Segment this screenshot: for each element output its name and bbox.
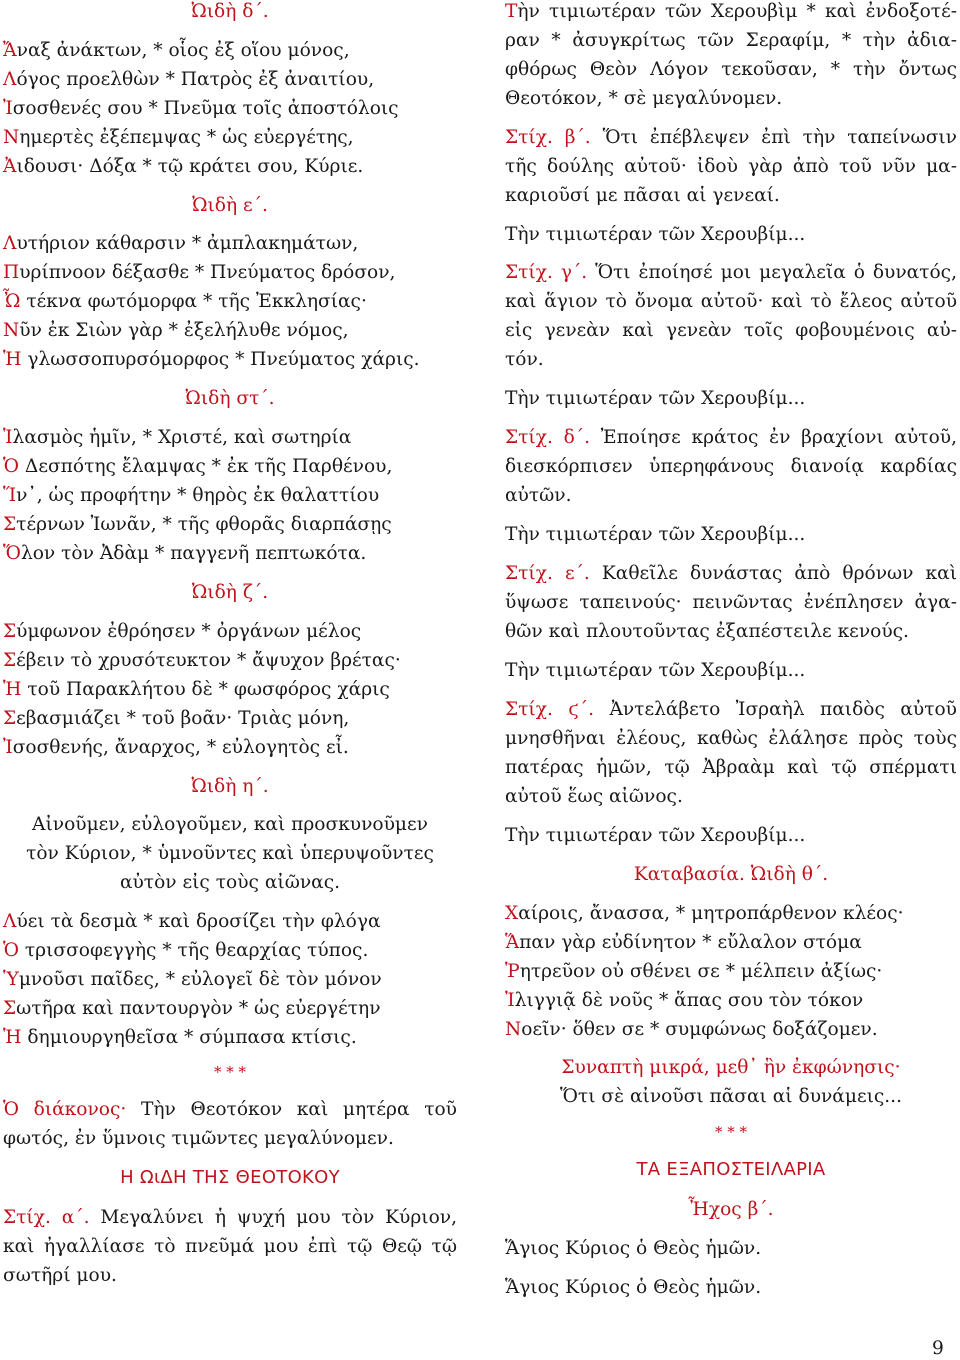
verse-line: Λύει τὰ δεσμὰ * καὶ δροσίζει τὴν φλόγα <box>3 911 381 932</box>
verse-line: Ὅλον τὸν Ἀδὰμ * παγγενῆ πεπτωκότα. <box>3 543 367 564</box>
stichos-line: μνησθῆναι ἐλέους, καθὼς ἐλάλησε πρὸς τοὺς <box>505 728 957 749</box>
ode-4-heading: Ὠιδὴ δ΄. <box>191 1 269 22</box>
tone-heading: Ἦχος β΄. <box>688 1199 774 1220</box>
stichos-line: Στίχ. γ΄. Ὅτι ἐποίησέ μοι μεγαλεῖα ὁ δυνατός, <box>505 262 957 283</box>
stichos-line: αὐτῶν. <box>505 485 572 506</box>
verse-line: Ἀιδουσι· Δόξα * τῷ κράτει σου, Κύριε. <box>3 156 364 177</box>
page-number: 9 <box>932 1338 944 1359</box>
stichos-line: καὶ ἠγαλλίασε τὸ πνεῦμά μου ἐπὶ τῷ Θεῷ τῷ <box>3 1236 457 1257</box>
hymn-line: Ἅγιος Κύριος ὁ Θεὸς ἡμῶν. <box>505 1277 762 1298</box>
katavasia-line: Νοεῖν· ὅθεν σε * συμφώνως δοξάζομεν. <box>505 1019 878 1040</box>
verse-line: Ἄναξ ἀνάκτων, * οἷος ἐξ οἵου μόνος, <box>3 40 350 61</box>
verse-line: Λόγος προελθὼν * Πατρὸς ἐξ ἀναιτίου, <box>3 69 375 90</box>
katavasia-heading: Καταβασία. Ὠιδὴ θ΄. <box>633 864 829 885</box>
verse-line: Πυρίπνοον δέξασθε * Πνεύματος δρόσον, <box>3 262 396 283</box>
deacon-line: φωτός, ἐν ὕμνοις τιμῶντες μεγαλύνομεν. <box>3 1128 394 1149</box>
megalynarion-line: Τὴν τιμιωτέραν τῶν Χερουβὶμ * καὶ ἐνδοξοτέ- <box>505 1 957 22</box>
verse-line: Ὁ τρισσοφεγγὴς * τῆς θεαρχίας τύπος. <box>3 940 369 961</box>
refrain-line: τὸν Κύριον, * ὑμνοῦντες καὶ ὑπερυψοῦντες <box>26 843 434 864</box>
stichos-line: διεσκόρπισεν ὑπερηφάνους διανοίᾳ καρδίας <box>505 456 957 477</box>
stichos-line: εἰς γενεὰν καὶ γενεὰν τοῖς φοβουμένοις αὐ- <box>505 320 957 341</box>
deacon-line: Ὁ διάκονος· Τὴν Θεοτόκον καὶ μητέρα τοῦ <box>3 1099 457 1120</box>
stichos-line: τῆς δούλης αὐτοῦ· ἰδοὺ γὰρ ἀπὸ τοῦ νῦν μα- <box>505 156 957 177</box>
megalynarion-line: ραν * ἀσυγκρίτως τῶν Σεραφίμ, * τὴν ἀδια- <box>505 30 957 51</box>
refrain-line: αὐτὸν εἰς τοὺς αἰῶνας. <box>119 872 341 893</box>
verse-line: Ἱλασμὸς ἡμῖν, * Χριστέ, καὶ σωτηρία <box>3 427 352 448</box>
ode-5-heading: Ὠιδὴ ε΄. <box>192 195 268 216</box>
refrain-short: Τὴν τιμιωτέραν τῶν Χερουβίμ... <box>505 524 806 545</box>
stichos-line: Στίχ. δ΄. Ἐποίησε κράτος ἐν βραχίονι αὐτοῦ, <box>505 427 957 448</box>
ode-8-heading: Ὠιδὴ η΄. <box>191 776 269 797</box>
katavasia-line: Χαίροις, ἄνασσα, * μητροπάρθενον κλέος· <box>505 903 904 924</box>
megalynarion-line: Θεοτόκον, * σὲ μεγαλύνομεν. <box>505 88 783 109</box>
verse-line: Ὑμνοῦσι παῖδες, * εὐλογεῖ δὲ τὸν μόνον <box>3 969 382 990</box>
verse-line: Σύμφωνον ἐθρόησεν * ὀργάνων μέλος <box>3 621 362 642</box>
stichos-line: τόν. <box>505 349 544 370</box>
verse-line: Σέβειν τὸ χρυσότευκτον * ἄψυχον βρέτας· <box>3 650 401 671</box>
refrain-line: Αἰνοῦμεν, εὐλογοῦμεν, καὶ προσκυνοῦμεν <box>32 814 428 835</box>
refrain-short: Τὴν τιμιωτέραν τῶν Χερουβίμ... <box>505 660 806 681</box>
stichos-line: Στίχ. ε΄. Καθεῖλε δυνάστας ἀπὸ θρόνων καὶ <box>505 563 958 584</box>
hymn-line: Ἅγιος Κύριος ὁ Θεὸς ἡμῶν. <box>505 1238 762 1259</box>
ekphonesis-line: Ὅτι σὲ αἰνοῦσι πᾶσαι αἱ δυνάμεις... <box>559 1086 903 1107</box>
verse-line: Ἰσοσθενές σου * Πνεῦμα τοῖς ἀποστόλοις <box>3 98 399 119</box>
verse-line: Στέρνων Ἰωνᾶν, * τῆς φθορᾶς διαρπάσῃς <box>3 514 392 535</box>
stichos-line: αὐτοῦ ἕως αἰῶνος. <box>505 786 683 807</box>
theotokos-ode-heading: Η ΩιΔΗ ΤΗΣ ΘΕΟΤΟΚΟΥ <box>120 1167 340 1188</box>
verse-line: Ἡ δημιουργηθεῖσα * σύμπασα κτίσις. <box>3 1027 357 1048</box>
stichos-line: καριοῦσί με πᾶσαι αἱ γενεαί. <box>505 185 780 206</box>
stichos-line: θῶν καὶ πλουτοῦντας ἐξαπέστειλε κενούς. <box>505 621 909 642</box>
exaposteilaria-heading: ΤΑ ΕΞΑΠΟΣΤΕΙΛΑΡΙΑ <box>636 1159 826 1180</box>
litany-heading: Συναπτὴ μικρά, μεθ᾽ ἣν ἐκφώνησις· <box>561 1057 901 1078</box>
stichos-line: Στίχ. α΄. Μεγαλύνει ἡ ψυχή μου τὸν Κύριον, <box>3 1207 457 1228</box>
stichos-line: Στίχ. β΄. Ὅτι ἐπέβλεψεν ἐπὶ τὴν ταπείνωσιν <box>505 127 957 148</box>
katavasia-line: Ἰλιγγιᾷ δὲ νοῦς * ἅπας σου τὸν τόκον <box>505 990 864 1011</box>
stichos-line: καὶ ἅγιον τὸ ὄνομα αὐτοῦ· καὶ τὸ ἔλεος αὐτοῦ <box>505 291 957 312</box>
verse-line: Νημερτὲς ἐξέπεμψας * ὡς εὐεργέτης, <box>3 127 354 148</box>
verse-line: Ἵν᾽, ὡς προφήτην * θηρὸς ἐκ θαλαττίου <box>3 485 380 506</box>
verse-line: Ἰσοσθενής, ἄναρχος, * εὐλογητὸς εἶ. <box>3 737 349 758</box>
verse-line: Σωτῆρα καὶ παντουργὸν * ὡς εὐεργέτην <box>3 998 381 1019</box>
stichos-line: σωτῆρί μου. <box>3 1265 117 1286</box>
verse-line: Ὦ τέκνα φωτόμορφα * τῆς Ἐκκλησίας· <box>3 291 367 312</box>
katavasia-line: Ῥητρεῦον οὐ σθένει σε * μέλπειν ἀξίως· <box>505 961 883 982</box>
verse-line: Ὁ Δεσπότης ἔλαμψας * ἐκ τῆς Παρθένου, <box>3 456 393 477</box>
stichos-line: Στίχ. ϛ΄. Ἀντελάβετο Ἰσραὴλ παιδὸς αὐτοῦ <box>505 699 957 720</box>
megalynarion-line: φθόρως Θεὸν Λόγον τεκοῦσαν, * τὴν ὄντως <box>505 59 957 80</box>
stichos-line: ὕψωσε ταπεινούς· πεινῶντας ἐνέπλησεν ἀγα- <box>505 592 957 613</box>
ode-7-heading: Ὠιδὴ ζ΄. <box>191 582 269 603</box>
verse-line: Λυτήριον κάθαρσιν * ἀμπλακημάτων, <box>3 233 359 254</box>
section-separator: * * * <box>714 1123 748 1141</box>
verse-line: Ἡ γλωσσοπυρσόμορφος * Πνεύματος χάρις. <box>3 349 420 370</box>
refrain-short: Τὴν τιμιωτέραν τῶν Χερουβίμ... <box>505 388 806 409</box>
refrain-short: Τὴν τιμιωτέραν τῶν Χερουβίμ... <box>505 825 806 846</box>
verse-line: Σεβασμιάζει * τοῦ βοᾶν· Τριὰς μόνη, <box>3 708 350 729</box>
section-separator: * * * <box>213 1063 247 1081</box>
refrain-short: Τὴν τιμιωτέραν τῶν Χερουβίμ... <box>505 224 806 245</box>
katavasia-line: Ἅπαν γὰρ εὐδίνητον * εὔλαλον στόμα <box>505 932 862 953</box>
stichos-line: πατέρας ἡμῶν, τῷ Ἀβραὰμ καὶ τῷ σπέρματι <box>505 757 957 778</box>
verse-line: Νῦν ἐκ Σιὼν γὰρ * ἐξελήλυθε νόμος, <box>3 320 349 341</box>
verse-line: Ἡ τοῦ Παρακλήτου δὲ * φωσφόρος χάρις <box>3 679 390 700</box>
ode-6-heading: Ὠιδὴ στ΄. <box>185 388 275 409</box>
